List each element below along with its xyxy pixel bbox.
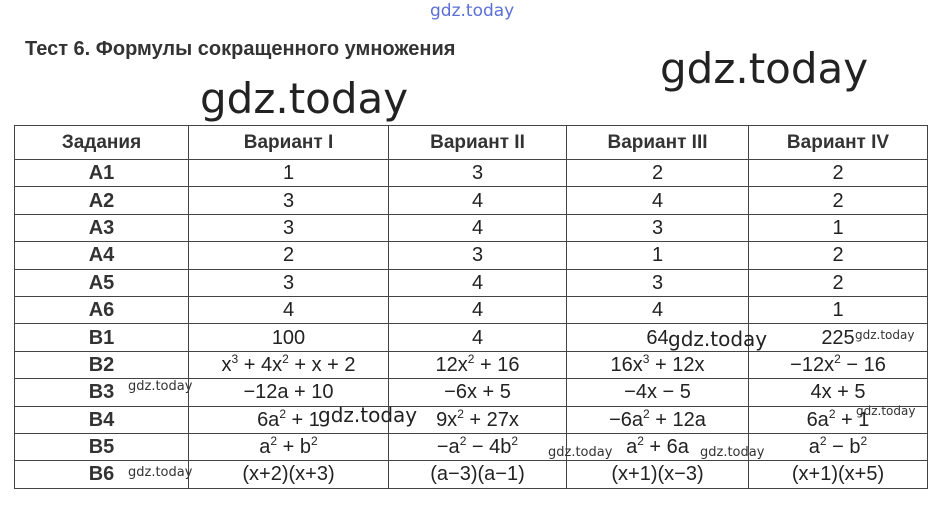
answer-cell: 3 xyxy=(189,214,389,241)
answer-cell: 100 xyxy=(189,324,389,351)
answer-cell: 4 xyxy=(189,296,389,323)
answer-cell: $a^2 + b^2$ xyxy=(189,433,389,460)
task-label: B3 xyxy=(15,379,189,406)
task-label: B4 xyxy=(15,406,189,433)
table-row xyxy=(15,214,928,241)
answer-cell: 2 xyxy=(749,242,928,269)
answer-cell: (x+1)(x+5) xyxy=(749,461,928,488)
table-body xyxy=(15,160,928,489)
answer-cell: 3 xyxy=(389,242,567,269)
answer-cell: −6x + 5 xyxy=(389,379,567,406)
watermark-b4-variant1: gdz.today xyxy=(318,403,418,427)
answer-cell: $-12x^2 - 16$ xyxy=(749,351,928,378)
task-label: A2 xyxy=(15,187,189,214)
answer-cell: $12x^2 + 16$ xyxy=(389,351,567,378)
task-label: A5 xyxy=(15,269,189,296)
task-label: B2 xyxy=(15,351,189,378)
watermark-b6-variant1: gdz.today xyxy=(128,465,193,480)
answer-cell: 3 xyxy=(389,160,567,187)
answer-cell: 3 xyxy=(189,269,389,296)
task-label: A6 xyxy=(15,296,189,323)
table-row xyxy=(15,433,928,460)
task-label: A4 xyxy=(15,242,189,269)
answer-cell: 4 xyxy=(567,296,749,323)
answer-cell: 3 xyxy=(567,269,749,296)
answer-cell: 2 xyxy=(749,269,928,296)
table-row xyxy=(15,242,928,269)
table-row xyxy=(15,269,928,296)
answer-cell: 4 xyxy=(567,187,749,214)
watermark-b5-variant2: gdz.today xyxy=(548,445,613,460)
answer-cell: 1 xyxy=(749,296,928,323)
answer-cell: $6a^2 + 1$ xyxy=(189,406,389,433)
answer-cell: 4 xyxy=(389,187,567,214)
watermark-top: gdz.today xyxy=(430,1,515,21)
watermark-large-left: gdz.today xyxy=(200,74,409,123)
watermark-b1-variant3: gdz.today xyxy=(668,327,768,351)
answer-cell: (a−3)(a−1) xyxy=(389,461,567,488)
answer-cell: −12a + 10 xyxy=(189,379,389,406)
answer-cell: 4 xyxy=(389,324,567,351)
header-variant-2: Вариант II xyxy=(389,126,567,160)
answer-cell: $x^3 + 4x^2 + x + 2$ xyxy=(189,351,389,378)
table-row xyxy=(15,406,928,433)
table-row xyxy=(15,324,928,351)
table-row xyxy=(15,160,928,187)
answer-cell: $9x^2 + 27x$ xyxy=(389,406,567,433)
header-variant-4: Вариант IV xyxy=(749,126,928,160)
answer-cell: 4x + 5 xyxy=(749,379,928,406)
answer-cell: 1 xyxy=(567,242,749,269)
answer-cell: 4 xyxy=(389,214,567,241)
answer-cell: 2 xyxy=(189,242,389,269)
table-row xyxy=(15,351,928,378)
watermark-large-right: gdz.today xyxy=(660,44,869,93)
answer-cell: 2 xyxy=(567,160,749,187)
watermark-b5-variant3: gdz.today xyxy=(700,445,765,460)
answer-cell: $6a^2 + 1$ xyxy=(749,406,928,433)
table-row xyxy=(15,296,928,323)
answer-cell: $-a^2 - 4b^2$ xyxy=(389,433,567,460)
answer-cell: (x+2)(x+3) xyxy=(189,461,389,488)
answer-cell: 1 xyxy=(749,214,928,241)
answers-table xyxy=(14,125,928,489)
task-label: B1 xyxy=(15,324,189,351)
table-row xyxy=(15,187,928,214)
task-label: B6 xyxy=(15,461,189,488)
answer-cell: 1 xyxy=(189,160,389,187)
answer-cell: 2 xyxy=(749,187,928,214)
answer-cell: 225 xyxy=(749,324,928,351)
header-tasks: Задания xyxy=(15,126,189,160)
header-variant-3: Вариант III xyxy=(567,126,749,160)
task-label: B5 xyxy=(15,433,189,460)
answer-cell: $16x^3 + 12x$ xyxy=(567,351,749,378)
watermark-b4-variant4: gdz.today xyxy=(856,404,916,418)
answer-cell: 3 xyxy=(189,187,389,214)
answer-cell: 2 xyxy=(749,160,928,187)
answer-cell: −4x − 5 xyxy=(567,379,749,406)
answer-cell: 64 xyxy=(567,324,749,351)
task-label: A1 xyxy=(15,160,189,187)
header-variant-1: Вариант I xyxy=(189,126,389,160)
answer-cell: 4 xyxy=(389,296,567,323)
answer-cell: (x+1)(x−3) xyxy=(567,461,749,488)
answer-cell: $-6a^2 + 12a$ xyxy=(567,406,749,433)
watermark-b1-variant4: gdz.today xyxy=(855,328,915,342)
answer-cell: $a^2 - b^2$ xyxy=(749,433,928,460)
page-title: Тест 6. Формулы сокращенного умножения xyxy=(25,38,456,60)
answer-cell: 4 xyxy=(389,269,567,296)
task-label: A3 xyxy=(15,214,189,241)
table-header-row xyxy=(15,126,928,160)
answer-cell: 3 xyxy=(567,214,749,241)
answer-cell: $a^2 + 6a$ xyxy=(567,433,749,460)
watermark-b3-variant1: gdz.today xyxy=(128,379,193,394)
